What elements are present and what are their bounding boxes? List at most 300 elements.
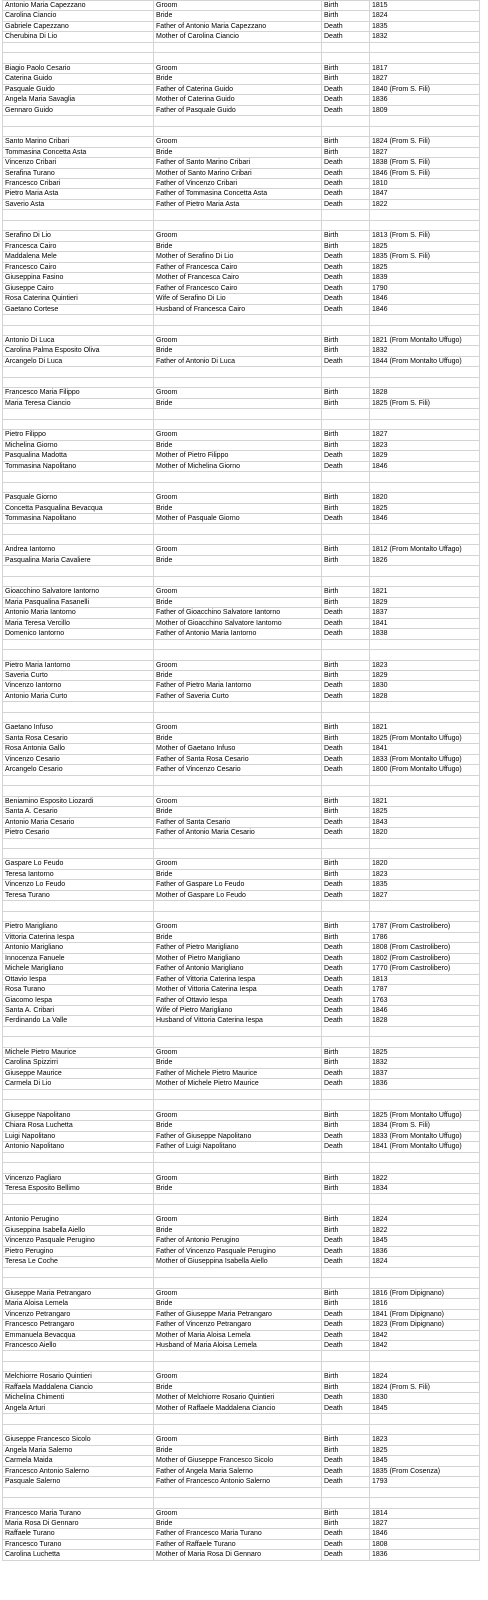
year-cell[interactable]: 1826 — [370, 556, 480, 565]
event-cell[interactable] — [322, 472, 370, 481]
name-cell[interactable]: Maria Teresa Ciancio — [2, 399, 154, 408]
year-cell[interactable]: 1813 — [370, 975, 480, 984]
event-cell[interactable] — [322, 221, 370, 230]
event-cell[interactable]: Death — [322, 828, 370, 837]
name-cell[interactable] — [2, 409, 154, 418]
relation-cell[interactable]: Groom — [154, 545, 322, 554]
name-cell[interactable]: Vincenzo Lo Feudo — [2, 880, 154, 889]
year-cell[interactable]: 1823 (From Dipignano) — [370, 1320, 480, 1329]
name-cell[interactable] — [2, 1425, 154, 1434]
year-cell[interactable] — [370, 566, 480, 575]
name-cell[interactable]: Gennaro Guido — [2, 106, 154, 115]
name-cell[interactable]: Caterina Guido — [2, 74, 154, 83]
name-cell[interactable]: Ottavio Iespa — [2, 975, 154, 984]
year-cell[interactable] — [370, 901, 480, 910]
year-cell[interactable]: 1770 (From Castrolibero) — [370, 964, 480, 973]
year-cell[interactable]: 1846 — [370, 1006, 480, 1015]
year-cell[interactable]: 1836 — [370, 1079, 480, 1088]
relation-cell[interactable]: Groom — [154, 1048, 322, 1057]
relation-cell[interactable] — [154, 577, 322, 586]
event-cell[interactable] — [322, 1488, 370, 1497]
event-cell[interactable]: Death — [322, 692, 370, 701]
relation-cell[interactable]: Father of Vittoria Caterina Iespa — [154, 975, 322, 984]
year-cell[interactable]: 1845 — [370, 1236, 480, 1245]
relation-cell[interactable]: Mother of Raffaele Maddalena Ciancio — [154, 1404, 322, 1413]
name-cell[interactable]: Francesco Turano — [2, 1540, 154, 1549]
name-cell[interactable]: Gioacchino Salvatore Iantorno — [2, 587, 154, 596]
year-cell[interactable]: 1841 (From Montalto Uffugo) — [370, 1142, 480, 1151]
year-cell[interactable] — [370, 1153, 480, 1162]
relation-cell[interactable]: Father of Pietro Maria Asta — [154, 200, 322, 209]
name-cell[interactable] — [2, 315, 154, 324]
year-cell[interactable]: 1830 — [370, 681, 480, 690]
relation-cell[interactable]: Father of Vincenzo Pasquale Perugino — [154, 1247, 322, 1256]
name-cell[interactable]: Serafina Turano — [2, 169, 154, 178]
name-cell[interactable] — [2, 367, 154, 376]
year-cell[interactable]: 1832 — [370, 32, 480, 41]
event-cell[interactable] — [322, 483, 370, 492]
event-cell[interactable] — [322, 1100, 370, 1109]
event-cell[interactable]: Death — [322, 179, 370, 188]
year-cell[interactable]: 1844 (From Montalto Uffugo) — [370, 357, 480, 366]
name-cell[interactable] — [2, 577, 154, 586]
event-cell[interactable]: Birth — [322, 1058, 370, 1067]
event-cell[interactable]: Birth — [322, 807, 370, 816]
relation-cell[interactable]: Mother of Giuseppe Francesco Sicolo — [154, 1456, 322, 1465]
year-cell[interactable] — [370, 483, 480, 492]
name-cell[interactable]: Andrea Iantorno — [2, 545, 154, 554]
year-cell[interactable]: 1814 — [370, 1509, 480, 1518]
year-cell[interactable] — [370, 409, 480, 418]
name-cell[interactable]: Tommasina Napolitano — [2, 514, 154, 523]
year-cell[interactable] — [370, 1362, 480, 1371]
event-cell[interactable] — [322, 849, 370, 858]
relation-cell[interactable]: Bride — [154, 1383, 322, 1392]
year-cell[interactable]: 1825 (From Montalto Uffugo) — [370, 1111, 480, 1120]
year-cell[interactable]: 1827 — [370, 430, 480, 439]
event-cell[interactable]: Birth — [322, 556, 370, 565]
relation-cell[interactable] — [154, 1488, 322, 1497]
year-cell[interactable]: 1839 — [370, 273, 480, 282]
event-cell[interactable]: Birth — [322, 1509, 370, 1518]
relation-cell[interactable]: Bride — [154, 148, 322, 157]
event-cell[interactable] — [322, 786, 370, 795]
event-cell[interactable]: Death — [322, 273, 370, 282]
event-cell[interactable]: Birth — [322, 1, 370, 10]
year-cell[interactable]: 1810 — [370, 179, 480, 188]
event-cell[interactable] — [322, 1194, 370, 1203]
year-cell[interactable]: 1790 — [370, 284, 480, 293]
event-cell[interactable]: Death — [322, 765, 370, 774]
relation-cell[interactable]: Father of Francesco Cairo — [154, 284, 322, 293]
name-cell[interactable]: Michelina Giorno — [2, 441, 154, 450]
relation-cell[interactable]: Bride — [154, 11, 322, 20]
relation-cell[interactable] — [154, 326, 322, 335]
relation-cell[interactable]: Bride — [154, 1058, 322, 1067]
event-cell[interactable]: Death — [322, 1341, 370, 1350]
relation-cell[interactable]: Father of Antonio Perugino — [154, 1236, 322, 1245]
event-cell[interactable] — [322, 378, 370, 387]
year-cell[interactable]: 1836 — [370, 1550, 480, 1559]
name-cell[interactable]: Pietro Maria Iantorno — [2, 661, 154, 670]
relation-cell[interactable] — [154, 702, 322, 711]
name-cell[interactable]: Pietro Marigliano — [2, 922, 154, 931]
year-cell[interactable]: 1838 (From S. Fili) — [370, 158, 480, 167]
relation-cell[interactable] — [154, 221, 322, 230]
year-cell[interactable] — [370, 640, 480, 649]
event-cell[interactable] — [322, 1278, 370, 1287]
year-cell[interactable] — [370, 849, 480, 858]
year-cell[interactable]: 1846 — [370, 514, 480, 523]
name-cell[interactable]: Vincenzo Cribari — [2, 158, 154, 167]
relation-cell[interactable]: Father of Antonio Maria Capezzano — [154, 22, 322, 31]
year-cell[interactable]: 1827 — [370, 891, 480, 900]
event-cell[interactable]: Death — [322, 462, 370, 471]
year-cell[interactable]: 1825 (From Montalto Uffugo) — [370, 734, 480, 743]
year-cell[interactable]: 1821 — [370, 723, 480, 732]
relation-cell[interactable] — [154, 1027, 322, 1036]
relation-cell[interactable]: Husband of Vittoria Caterina Iespa — [154, 1016, 322, 1025]
year-cell[interactable] — [370, 1488, 480, 1497]
event-cell[interactable]: Birth — [322, 441, 370, 450]
name-cell[interactable]: Santo Marino Cribari — [2, 137, 154, 146]
relation-cell[interactable] — [154, 849, 322, 858]
event-cell[interactable]: Birth — [322, 1435, 370, 1444]
name-cell[interactable]: Teresa Iantorno — [2, 870, 154, 879]
name-cell[interactable]: Carolina Luchetta — [2, 1550, 154, 1559]
year-cell[interactable]: 1842 — [370, 1331, 480, 1340]
relation-cell[interactable]: Groom — [154, 1509, 322, 1518]
name-cell[interactable]: Maria Aloisa Lemela — [2, 1299, 154, 1308]
year-cell[interactable]: 1823 — [370, 661, 480, 670]
relation-cell[interactable]: Bride — [154, 1446, 322, 1455]
event-cell[interactable]: Death — [322, 158, 370, 167]
event-cell[interactable]: Birth — [322, 493, 370, 502]
event-cell[interactable]: Death — [322, 22, 370, 31]
event-cell[interactable]: Death — [322, 880, 370, 889]
year-cell[interactable]: 1842 — [370, 1341, 480, 1350]
relation-cell[interactable]: Groom — [154, 587, 322, 596]
event-cell[interactable]: Death — [322, 608, 370, 617]
name-cell[interactable]: Antonio Maria Iantorno — [2, 608, 154, 617]
event-cell[interactable]: Death — [322, 1393, 370, 1402]
event-cell[interactable]: Death — [322, 954, 370, 963]
event-cell[interactable]: Death — [322, 1247, 370, 1256]
name-cell[interactable] — [2, 1163, 154, 1172]
year-cell[interactable] — [370, 367, 480, 376]
relation-cell[interactable]: Mother of Maria Rosa Di Gennaro — [154, 1550, 322, 1559]
relation-cell[interactable] — [154, 1278, 322, 1287]
name-cell[interactable]: Giacomo Iespa — [2, 996, 154, 1005]
event-cell[interactable]: Birth — [322, 933, 370, 942]
year-cell[interactable]: 1823 — [370, 441, 480, 450]
name-cell[interactable]: Biagio Paolo Cesario — [2, 64, 154, 73]
name-cell[interactable]: Pasquale Guido — [2, 85, 154, 94]
relation-cell[interactable] — [154, 1153, 322, 1162]
name-cell[interactable]: Francesco Antonio Salerno — [2, 1467, 154, 1476]
relation-cell[interactable]: Groom — [154, 661, 322, 670]
relation-cell[interactable] — [154, 127, 322, 136]
relation-cell[interactable]: Groom — [154, 1111, 322, 1120]
name-cell[interactable]: Serafino Di Lio — [2, 231, 154, 240]
event-cell[interactable]: Birth — [322, 137, 370, 146]
year-cell[interactable] — [370, 116, 480, 125]
event-cell[interactable]: Death — [322, 681, 370, 690]
event-cell[interactable]: Death — [322, 1320, 370, 1329]
event-cell[interactable]: Birth — [322, 399, 370, 408]
name-cell[interactable]: Vincenzo Petrangaro — [2, 1310, 154, 1319]
name-cell[interactable]: Gaetano Cortese — [2, 305, 154, 314]
year-cell[interactable]: 1812 (From Montalto Uffago) — [370, 545, 480, 554]
relation-cell[interactable]: Father of Vincenzo Cribari — [154, 179, 322, 188]
relation-cell[interactable] — [154, 1425, 322, 1434]
year-cell[interactable]: 1820 — [370, 828, 480, 837]
name-cell[interactable]: Saveria Curto — [2, 671, 154, 680]
name-cell[interactable]: Teresa Le Coche — [2, 1257, 154, 1266]
name-cell[interactable]: Pietro Maria Asta — [2, 189, 154, 198]
event-cell[interactable]: Birth — [322, 1519, 370, 1528]
relation-cell[interactable] — [154, 640, 322, 649]
relation-cell[interactable] — [154, 776, 322, 785]
relation-cell[interactable] — [154, 53, 322, 62]
year-cell[interactable] — [370, 524, 480, 533]
relation-cell[interactable]: Wife of Serafino Di Lio — [154, 294, 322, 303]
name-cell[interactable]: Vincenzo Pagliaro — [2, 1174, 154, 1183]
relation-cell[interactable]: Groom — [154, 1289, 322, 1298]
relation-cell[interactable]: Father of Antonio Marigliano — [154, 964, 322, 973]
relation-cell[interactable]: Mother of Michelina Giorno — [154, 462, 322, 471]
event-cell[interactable]: Death — [322, 629, 370, 638]
name-cell[interactable]: Maddalena Mele — [2, 252, 154, 261]
name-cell[interactable] — [2, 1414, 154, 1423]
event-cell[interactable]: Death — [322, 1467, 370, 1476]
year-cell[interactable] — [370, 1163, 480, 1172]
relation-cell[interactable]: Mother of Gaetano Infuso — [154, 744, 322, 753]
name-cell[interactable]: Santa Rosa Cesario — [2, 734, 154, 743]
year-cell[interactable] — [370, 912, 480, 921]
event-cell[interactable]: Birth — [322, 1299, 370, 1308]
year-cell[interactable]: 1817 — [370, 64, 480, 73]
relation-cell[interactable] — [154, 483, 322, 492]
event-cell[interactable]: Death — [322, 1257, 370, 1266]
event-cell[interactable]: Death — [322, 1540, 370, 1549]
event-cell[interactable]: Death — [322, 189, 370, 198]
year-cell[interactable]: 1835 — [370, 22, 480, 31]
relation-cell[interactable]: Father of Francesco Antonio Salerno — [154, 1477, 322, 1486]
event-cell[interactable] — [322, 901, 370, 910]
name-cell[interactable] — [2, 378, 154, 387]
event-cell[interactable] — [322, 315, 370, 324]
year-cell[interactable]: 1845 — [370, 1404, 480, 1413]
name-cell[interactable] — [2, 1027, 154, 1036]
name-cell[interactable]: Antonio Maria Curto — [2, 692, 154, 701]
relation-cell[interactable]: Father of Gioacchino Salvatore Iantorno — [154, 608, 322, 617]
year-cell[interactable] — [370, 1027, 480, 1036]
name-cell[interactable]: Saverio Asta — [2, 200, 154, 209]
event-cell[interactable] — [322, 1362, 370, 1371]
name-cell[interactable]: Luigi Napolitano — [2, 1132, 154, 1141]
relation-cell[interactable]: Father of Saveria Curto — [154, 692, 322, 701]
relation-cell[interactable]: Groom — [154, 64, 322, 73]
relation-cell[interactable] — [154, 472, 322, 481]
event-cell[interactable] — [322, 53, 370, 62]
year-cell[interactable]: 1832 — [370, 346, 480, 355]
name-cell[interactable]: Teresa Esposito Bellimo — [2, 1184, 154, 1193]
name-cell[interactable]: Tommasina Concetta Asta — [2, 148, 154, 157]
year-cell[interactable]: 1824 (From S. Fili) — [370, 137, 480, 146]
event-cell[interactable]: Death — [322, 514, 370, 523]
name-cell[interactable]: Giuseppina Fasino — [2, 273, 154, 282]
year-cell[interactable] — [370, 315, 480, 324]
relation-cell[interactable]: Groom — [154, 1435, 322, 1444]
year-cell[interactable] — [370, 776, 480, 785]
event-cell[interactable]: Death — [322, 284, 370, 293]
event-cell[interactable] — [322, 839, 370, 848]
event-cell[interactable]: Birth — [322, 723, 370, 732]
name-cell[interactable]: Maria Pasqualina Fasanelli — [2, 598, 154, 607]
name-cell[interactable]: Carolina Palma Esposito Oliva — [2, 346, 154, 355]
name-cell[interactable] — [2, 1268, 154, 1277]
event-cell[interactable] — [322, 1268, 370, 1277]
relation-cell[interactable]: Father of Luigi Napolitano — [154, 1142, 322, 1151]
name-cell[interactable]: Maria Teresa Vercillo — [2, 619, 154, 628]
year-cell[interactable] — [370, 1498, 480, 1507]
name-cell[interactable] — [2, 420, 154, 429]
relation-cell[interactable]: Groom — [154, 1215, 322, 1224]
name-cell[interactable] — [2, 472, 154, 481]
year-cell[interactable] — [370, 1425, 480, 1434]
event-cell[interactable]: Death — [322, 85, 370, 94]
year-cell[interactable]: 1823 — [370, 1435, 480, 1444]
year-cell[interactable]: 1841 — [370, 619, 480, 628]
year-cell[interactable] — [370, 702, 480, 711]
year-cell[interactable]: 1786 — [370, 933, 480, 942]
relation-cell[interactable]: Groom — [154, 1372, 322, 1381]
year-cell[interactable] — [370, 378, 480, 387]
name-cell[interactable]: Carolina Ciancio — [2, 11, 154, 20]
name-cell[interactable]: Pietro Cesario — [2, 828, 154, 837]
name-cell[interactable] — [2, 1037, 154, 1046]
event-cell[interactable]: Death — [322, 1550, 370, 1559]
name-cell[interactable]: Francesco Petrangaro — [2, 1320, 154, 1329]
name-cell[interactable]: Domenico Iantorno — [2, 629, 154, 638]
relation-cell[interactable]: Groom — [154, 723, 322, 732]
relation-cell[interactable]: Father of Santa Cesario — [154, 818, 322, 827]
name-cell[interactable] — [2, 901, 154, 910]
year-cell[interactable]: 1815 — [370, 1, 480, 10]
year-cell[interactable]: 1824 — [370, 1372, 480, 1381]
year-cell[interactable] — [370, 1090, 480, 1099]
relation-cell[interactable] — [154, 901, 322, 910]
event-cell[interactable] — [322, 420, 370, 429]
year-cell[interactable]: 1832 — [370, 1058, 480, 1067]
name-cell[interactable]: Giuseppina Isabella Aiello — [2, 1226, 154, 1235]
event-cell[interactable]: Death — [322, 818, 370, 827]
event-cell[interactable]: Birth — [322, 242, 370, 251]
name-cell[interactable]: Antonio Perugino — [2, 1215, 154, 1224]
relation-cell[interactable]: Groom — [154, 1, 322, 10]
year-cell[interactable]: 1837 — [370, 1069, 480, 1078]
relation-cell[interactable]: Mother of Carolina Ciancio — [154, 32, 322, 41]
year-cell[interactable]: 1841 (From Dipignano) — [370, 1310, 480, 1319]
event-cell[interactable] — [322, 116, 370, 125]
year-cell[interactable]: 1846 — [370, 1529, 480, 1538]
relation-cell[interactable] — [154, 566, 322, 575]
event-cell[interactable]: Birth — [322, 545, 370, 554]
name-cell[interactable]: Rosa Caterina Quintieri — [2, 294, 154, 303]
event-cell[interactable]: Death — [322, 1310, 370, 1319]
name-cell[interactable]: Pietro Filippo — [2, 430, 154, 439]
event-cell[interactable] — [322, 650, 370, 659]
name-cell[interactable]: Carmela Di Lio — [2, 1079, 154, 1088]
name-cell[interactable]: Teresa Turano — [2, 891, 154, 900]
relation-cell[interactable]: Mother of Pasquale Giorno — [154, 514, 322, 523]
name-cell[interactable]: Vittoria Caterina Iespa — [2, 933, 154, 942]
name-cell[interactable]: Angela Maria Savaglia — [2, 95, 154, 104]
relation-cell[interactable] — [154, 1362, 322, 1371]
relation-cell[interactable] — [154, 535, 322, 544]
name-cell[interactable]: Ferdinando La Valle — [2, 1016, 154, 1025]
year-cell[interactable]: 1825 — [370, 263, 480, 272]
name-cell[interactable]: Pietro Perugino — [2, 1247, 154, 1256]
event-cell[interactable] — [322, 1153, 370, 1162]
year-cell[interactable]: 1833 (From Montalto Uffugo) — [370, 1132, 480, 1141]
name-cell[interactable] — [2, 1351, 154, 1360]
year-cell[interactable] — [370, 326, 480, 335]
event-cell[interactable]: Birth — [322, 661, 370, 670]
relation-cell[interactable] — [154, 1205, 322, 1214]
name-cell[interactable]: Concetta Pasqualina Bevacqua — [2, 504, 154, 513]
event-cell[interactable]: Death — [322, 985, 370, 994]
name-cell[interactable] — [2, 1153, 154, 1162]
relation-cell[interactable]: Bride — [154, 598, 322, 607]
relation-cell[interactable]: Mother of Melchiorre Rosario Quintieri — [154, 1393, 322, 1402]
name-cell[interactable] — [2, 1090, 154, 1099]
relation-cell[interactable]: Bride — [154, 734, 322, 743]
name-cell[interactable]: Innocenza Fanuele — [2, 954, 154, 963]
relation-cell[interactable]: Father of Giuseppe Napolitano — [154, 1132, 322, 1141]
name-cell[interactable]: Vincenzo Cesario — [2, 755, 154, 764]
relation-cell[interactable]: Bride — [154, 1121, 322, 1130]
relation-cell[interactable]: Husband of Maria Aloisa Lemela — [154, 1341, 322, 1350]
event-cell[interactable] — [322, 1037, 370, 1046]
name-cell[interactable] — [2, 1278, 154, 1287]
year-cell[interactable]: 1825 (From S. Fili) — [370, 399, 480, 408]
event-cell[interactable]: Birth — [322, 1048, 370, 1057]
event-cell[interactable]: Death — [322, 1456, 370, 1465]
year-cell[interactable] — [370, 1268, 480, 1277]
name-cell[interactable]: Pasquale Giorno — [2, 493, 154, 502]
year-cell[interactable]: 1825 — [370, 504, 480, 513]
name-cell[interactable] — [2, 786, 154, 795]
relation-cell[interactable]: Father of Angela Maria Salerno — [154, 1467, 322, 1476]
name-cell[interactable]: Antonio Maria Capezzano — [2, 1, 154, 10]
event-cell[interactable]: Birth — [322, 346, 370, 355]
relation-cell[interactable]: Bride — [154, 441, 322, 450]
year-cell[interactable]: 1827 — [370, 148, 480, 157]
year-cell[interactable]: 1822 — [370, 1174, 480, 1183]
event-cell[interactable]: Death — [322, 755, 370, 764]
event-cell[interactable]: Death — [322, 744, 370, 753]
year-cell[interactable]: 1835 (From S. Fili) — [370, 252, 480, 261]
relation-cell[interactable]: Mother of Gioacchino Salvatore Iantorno — [154, 619, 322, 628]
event-cell[interactable]: Death — [322, 619, 370, 628]
event-cell[interactable]: Death — [322, 1404, 370, 1413]
relation-cell[interactable]: Bride — [154, 242, 322, 251]
relation-cell[interactable]: Bride — [154, 399, 322, 408]
relation-cell[interactable]: Mother of Francesca Cairo — [154, 273, 322, 282]
relation-cell[interactable]: Mother of Santo Marino Cribari — [154, 169, 322, 178]
